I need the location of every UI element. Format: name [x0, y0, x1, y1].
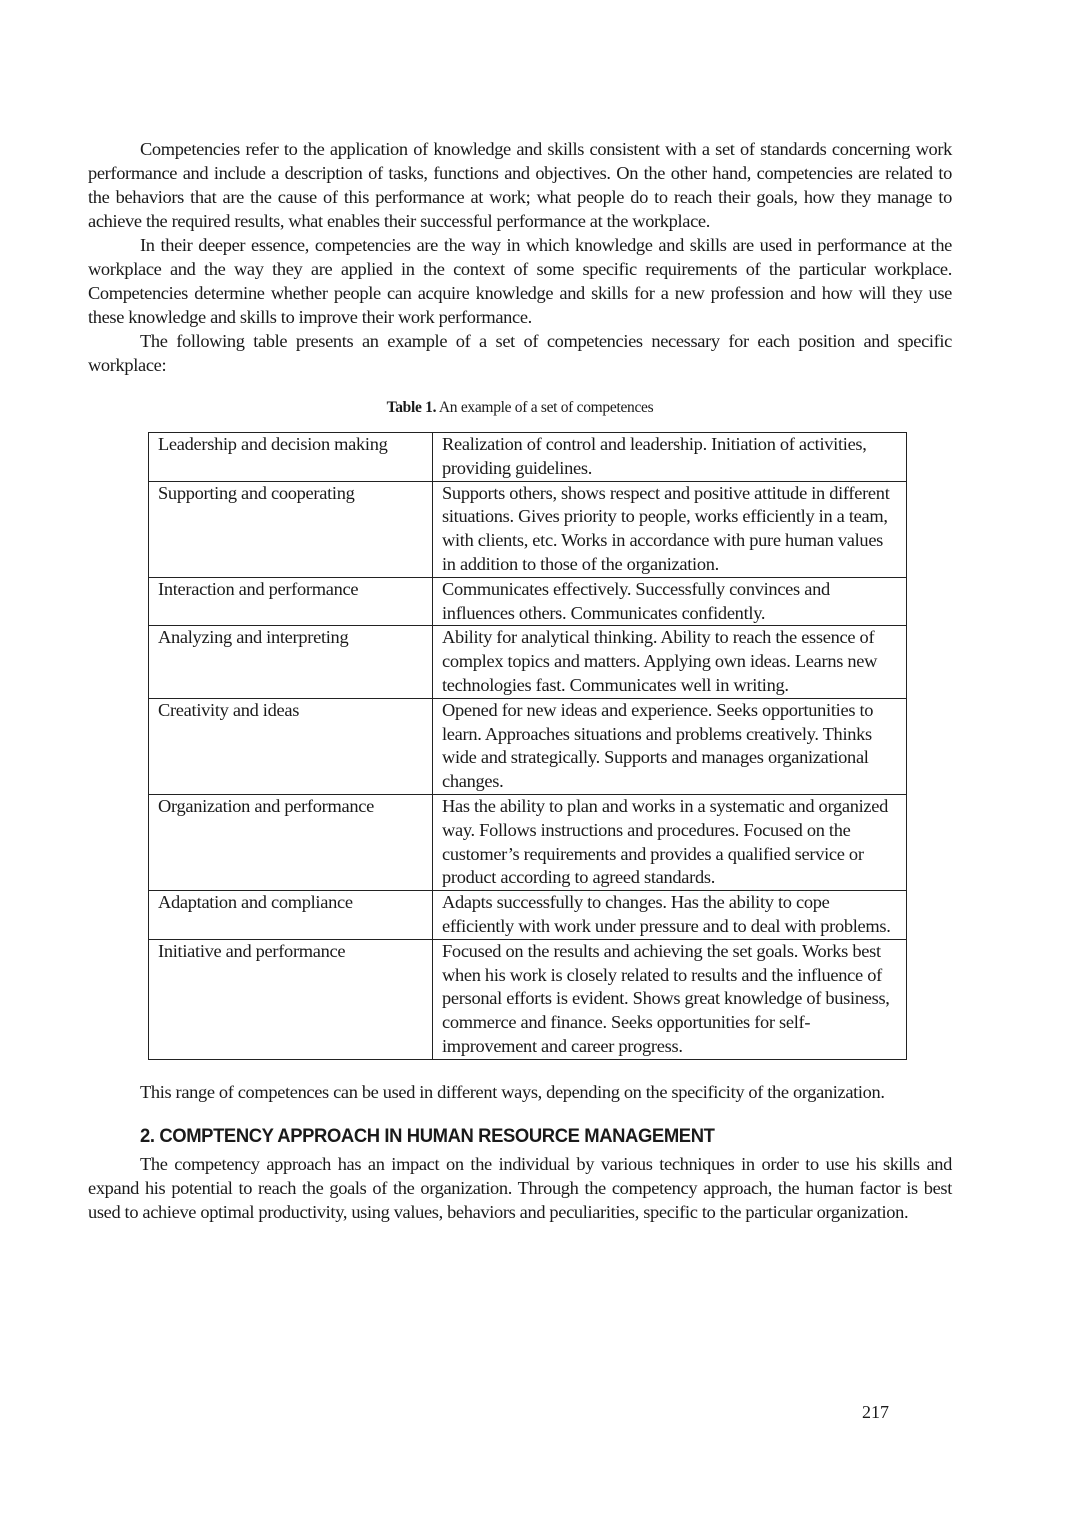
competence-cell: Supporting and cooperating — [149, 481, 433, 577]
description-cell: Ability for analytical thinking. Ability to reach the essence of complex topics and matters. Applying own ideas. Learns new technologies fast. Communicates well in writing. — [433, 626, 907, 698]
table-caption-label: Table 1. — [386, 399, 437, 416]
table-row — [149, 794, 907, 890]
paragraph-after-table: This range of competences can be used in different ways, depending on the specificity of the organization. — [140, 1081, 885, 1102]
description-cell: Adapts successfully to changes. Has the ability to cope efficiently with work under pressure and to deal with problems. — [433, 891, 907, 940]
competence-cell: Interaction and performance — [149, 577, 433, 626]
paragraph-competency-approach: The competency approach has an impact on the individual by various techniques in order to use his skills and expand his potential to reach the goals of the organization. Through the competency approach, the human factor is best used to achieve optimal productivity, using values, behaviors and peculiarities, specific to the particular organization. — [88, 1153, 952, 1222]
table-row — [149, 698, 907, 794]
page-number: 217 — [862, 1402, 889, 1422]
paragraph-table-intro: The following table presents an example of a set of competencies necessary for each position and specific workplace: — [88, 331, 952, 375]
description-cell: Realization of control and leadership. Initiation of activities, providing guidelines. — [433, 433, 907, 482]
description-cell: Opened for new ideas and experience. Seeks opportunities to learn. Approaches situations and problems creatively. Thinks wide and strategically. Supports and manages organizational changes. — [433, 698, 907, 794]
competence-cell: Creativity and ideas — [149, 698, 433, 794]
table-row — [149, 481, 907, 577]
competence-cell: Leadership and decision making — [149, 433, 433, 482]
table-row — [149, 626, 907, 698]
description-cell: Has the ability to plan and works in a systematic and organized way. Follows instructions and procedures. Focused on the customer’s requirements and provides a qualified service or product according to agreed standards. — [433, 794, 907, 890]
table-row — [149, 433, 907, 482]
competence-cell: Adaptation and compliance — [149, 891, 433, 940]
table-row — [149, 891, 907, 940]
table-row — [149, 577, 907, 626]
competence-cell: Analyzing and interpreting — [149, 626, 433, 698]
description-cell: Supports others, shows respect and positive attitude in different situations. Gives priority to people, works efficiently in a team, with clients, etc. Works in accordance with pure human values in addition to those of the organization. — [433, 481, 907, 577]
description-cell: Focused on the results and achieving the set goals. Works best when his work is closely related to results and the influence of personal efforts is evident. Shows great knowledge of business, commerce and finance. Seeks opportunities for self-improvement and career progress. — [433, 939, 907, 1059]
description-cell: Communicates effectively. Successfully convinces and influences others. Communicates confidently. — [433, 577, 907, 626]
competence-cell: Initiative and performance — [149, 939, 433, 1059]
competence-cell: Organization and performance — [149, 794, 433, 890]
paragraph-deeper-essence: In their deeper essence, competencies are the way in which knowledge and skills are used in performance at the workplace and the way they are applied in the context of some specific requirements of the particular workplace. Competencies determine whether people can acquire knowledge and skills for a new profession and how will they use these knowledge and skills to improve their work performance. — [88, 235, 952, 327]
table-row — [149, 939, 907, 1059]
table-caption — [88, 399, 952, 417]
page-body — [88, 137, 952, 1224]
paragraph-competencies-definition: Competencies refer to the application of knowledge and skills consistent with a set of standards concerning work performance and include a description of tasks, functions and objectives. On the other hand, competencies are related to the behaviors that are the cause of this performance at work; what people do to reach their goals, how they manage to achieve the required results, what enables their successful performance at the workplace. — [88, 139, 952, 231]
table-caption-text: An example of a set of competences — [436, 399, 654, 416]
section-heading: 2. COMPTENCY APPROACH IN HUMAN RESOURCE MANAGEMENT — [140, 1125, 715, 1147]
competences-table — [148, 432, 907, 1060]
